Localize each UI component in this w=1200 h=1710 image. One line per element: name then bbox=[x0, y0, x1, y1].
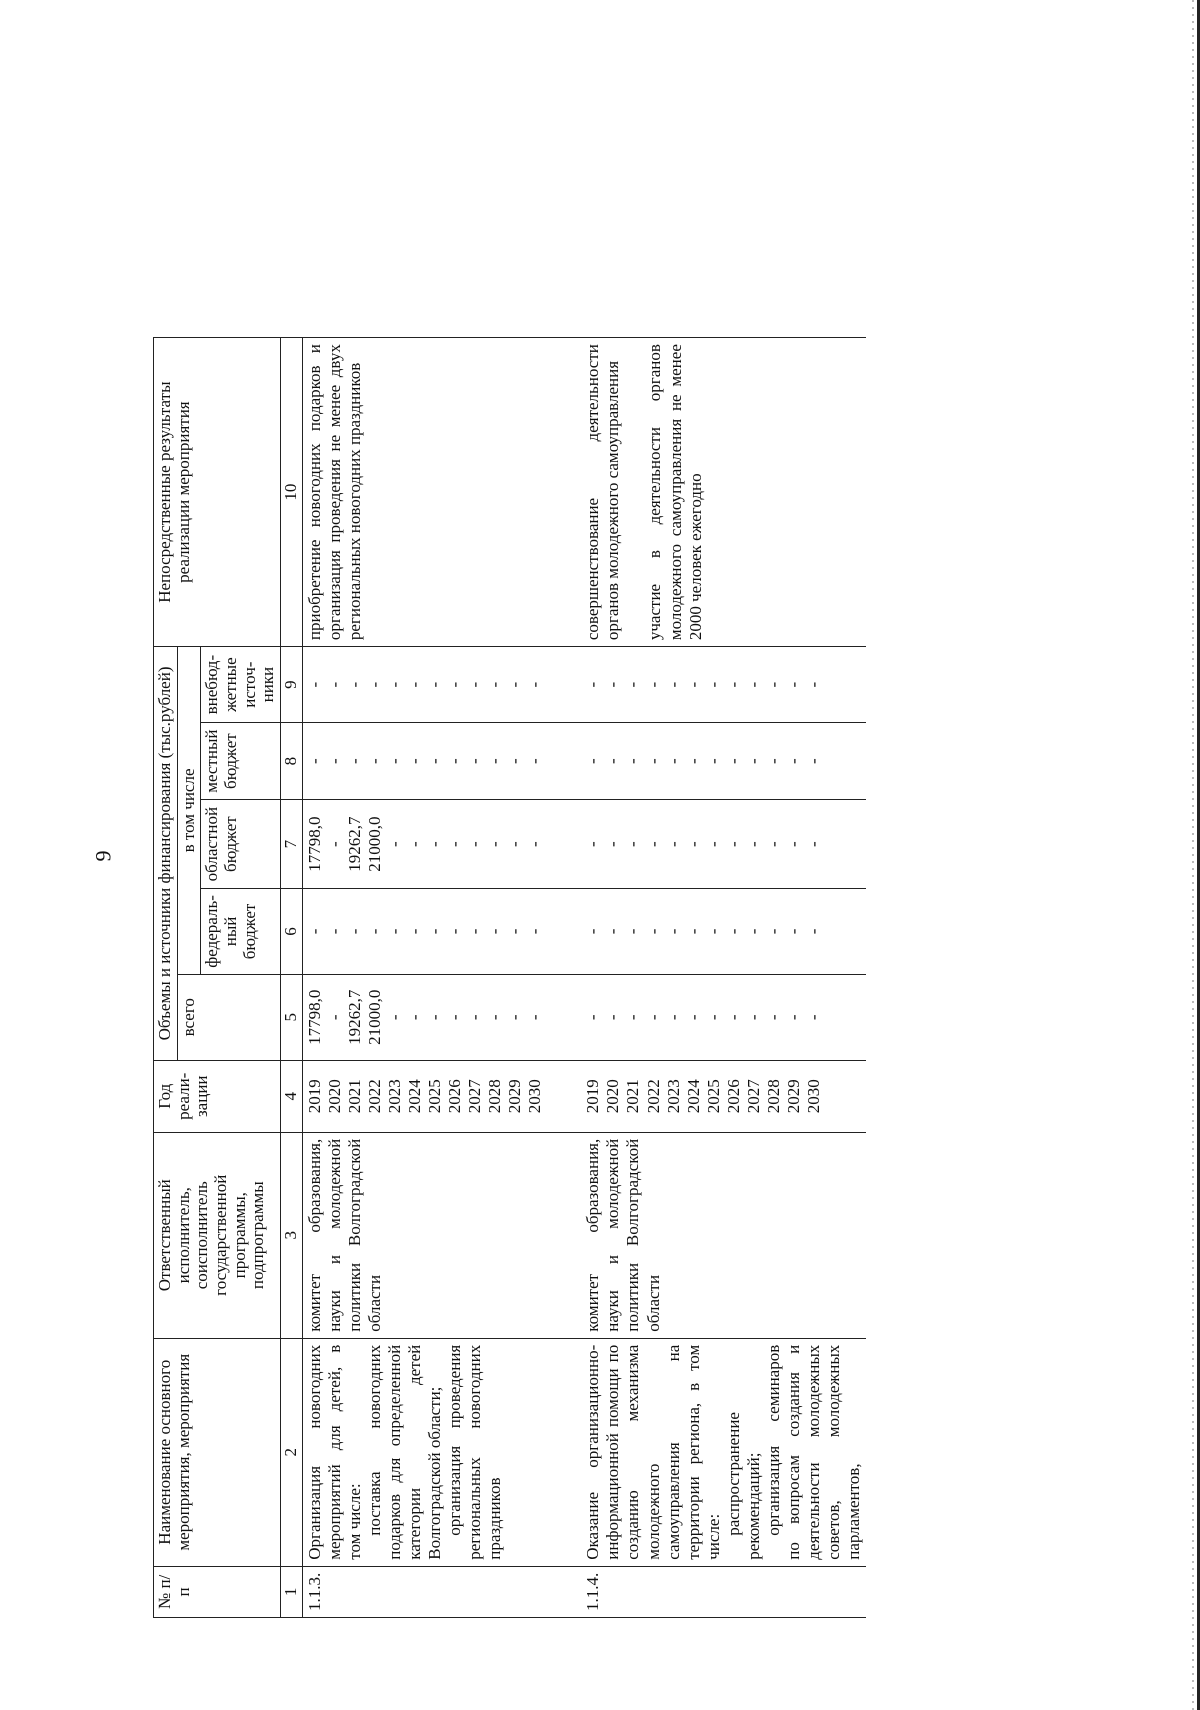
funding-value: - bbox=[703, 681, 723, 688]
funding-value: - bbox=[405, 681, 425, 688]
funding-value: - bbox=[683, 928, 703, 935]
funding-value: - bbox=[803, 681, 823, 688]
year-value: 2029 bbox=[783, 1079, 803, 1114]
funding-value: 21000,0 bbox=[364, 816, 384, 872]
column-number: 4 bbox=[281, 1060, 303, 1132]
funding-value: - bbox=[465, 758, 485, 764]
funding-value: - bbox=[324, 758, 344, 764]
funding-value: - bbox=[663, 841, 683, 847]
funding-value: - bbox=[703, 758, 723, 764]
funding-value: - bbox=[663, 758, 683, 764]
activity-name-paragraph: организация семинаров по вопросам создания и деятельности молодежных советов, молодежных парламентов, bbox=[763, 1344, 863, 1560]
funding-value: - bbox=[743, 928, 763, 935]
year-value: 2021 bbox=[623, 1079, 643, 1114]
funding-value: - bbox=[763, 758, 783, 764]
funding-value: 19262,7 bbox=[344, 816, 364, 872]
funding-value: - bbox=[663, 1014, 683, 1021]
local-list bbox=[581, 723, 866, 800]
funding-value: - bbox=[425, 681, 445, 688]
funding-value: - bbox=[485, 928, 505, 935]
header-including: в том числе bbox=[177, 647, 201, 975]
spacer-cell bbox=[547, 338, 581, 647]
year-value: 2024 bbox=[683, 1079, 703, 1114]
extra-list bbox=[302, 647, 547, 723]
funding-value: - bbox=[465, 681, 485, 688]
column-number: 8 bbox=[281, 723, 303, 800]
funding-value: - bbox=[304, 928, 324, 935]
funding-value: - bbox=[623, 928, 643, 935]
total-list bbox=[581, 974, 866, 1060]
header-federal: федераль-ный бюджет bbox=[201, 889, 281, 975]
funding-value: - bbox=[304, 681, 324, 688]
funding-value: - bbox=[525, 841, 545, 847]
year-value: 2024 bbox=[405, 1079, 425, 1114]
funding-value: - bbox=[385, 1014, 404, 1021]
funding-value: - bbox=[683, 758, 703, 764]
column-number: 6 bbox=[281, 889, 303, 975]
column-number: 1 bbox=[281, 1566, 303, 1617]
header-year: Год реали-зации bbox=[154, 1060, 281, 1132]
funding-value: - bbox=[583, 928, 603, 935]
funding-value: - bbox=[445, 1014, 465, 1021]
year-value: 2020 bbox=[603, 1079, 623, 1114]
funding-value: - bbox=[485, 841, 505, 847]
funding-value: - bbox=[743, 681, 763, 688]
funding-value: 17798,0 bbox=[304, 989, 324, 1045]
year-value: 2027 bbox=[743, 1079, 763, 1114]
funding-value: - bbox=[485, 758, 505, 764]
funding-value: - bbox=[445, 758, 465, 764]
total-list bbox=[302, 974, 547, 1060]
funding-value: - bbox=[723, 841, 743, 847]
funding-value: - bbox=[623, 1014, 643, 1021]
funding-value: - bbox=[643, 1014, 663, 1021]
regional-list bbox=[302, 800, 547, 889]
funding-value: - bbox=[723, 758, 743, 764]
spacer-cell bbox=[547, 974, 581, 1060]
funding-value: - bbox=[763, 681, 783, 688]
year-value: 2028 bbox=[763, 1079, 783, 1114]
funding-value: - bbox=[405, 758, 425, 764]
funding-value: - bbox=[603, 758, 623, 764]
funding-value: - bbox=[425, 758, 445, 764]
funding-value: - bbox=[385, 681, 404, 688]
header-funding: Объемы и источники финансирования (тыс.рублей) bbox=[154, 647, 178, 1061]
column-number: 3 bbox=[281, 1132, 303, 1338]
funding-value: 17798,0 bbox=[304, 816, 324, 872]
funding-value: - bbox=[465, 928, 485, 935]
year-value: 2021 bbox=[344, 1079, 364, 1114]
funding-value: - bbox=[344, 928, 364, 935]
funding-value: - bbox=[803, 928, 823, 935]
direct-results bbox=[581, 338, 866, 647]
funding-value: - bbox=[683, 1014, 703, 1021]
header-name: Наименование основного мероприятия, мероприятия bbox=[154, 1338, 281, 1566]
funding-value: - bbox=[643, 681, 663, 688]
spacer-cell bbox=[547, 1132, 581, 1338]
funding-value: - bbox=[763, 841, 783, 847]
funding-value: - bbox=[445, 841, 465, 847]
funding-value: - bbox=[683, 681, 703, 688]
funding-table-wrapper bbox=[153, 337, 866, 1618]
funding-value: - bbox=[603, 681, 623, 688]
activity-name bbox=[302, 1338, 547, 1566]
row-spacer bbox=[547, 338, 581, 1618]
funding-value: - bbox=[643, 758, 663, 764]
local-list bbox=[302, 723, 547, 800]
funding-value: - bbox=[603, 1014, 623, 1021]
funding-value: - bbox=[803, 1014, 823, 1021]
activity-name-paragraph: распространение рекомендаций; bbox=[723, 1412, 763, 1560]
funding-value: - bbox=[723, 928, 743, 935]
funding-value: - bbox=[364, 928, 384, 935]
funding-value: - bbox=[465, 1014, 485, 1021]
funding-value: - bbox=[324, 841, 344, 847]
responsible-executor: комитет образования, науки и молодежной политики Волгоградской области bbox=[302, 1132, 547, 1338]
funding-value: - bbox=[663, 681, 683, 688]
column-number: 2 bbox=[281, 1338, 303, 1566]
header-regional: областной бюджет bbox=[201, 800, 281, 889]
funding-value: - bbox=[583, 681, 603, 688]
spacer-cell bbox=[547, 647, 581, 723]
activity-name-paragraph: поставка новогодних подарков для определенной категории детей Волгоградской области; bbox=[364, 1344, 445, 1560]
funding-value: - bbox=[385, 841, 404, 847]
funding-value: - bbox=[324, 928, 344, 935]
funding-value: - bbox=[405, 1014, 425, 1021]
funding-value: - bbox=[783, 758, 803, 764]
funding-value: - bbox=[583, 758, 603, 764]
funding-value: - bbox=[783, 681, 803, 688]
funding-value: - bbox=[324, 681, 344, 688]
funding-value: - bbox=[763, 1014, 783, 1021]
column-number: 7 bbox=[281, 800, 303, 889]
column-number: 5 bbox=[281, 974, 303, 1060]
funding-value: 19262,7 bbox=[344, 989, 364, 1045]
funding-value: - bbox=[703, 841, 723, 847]
year-value: 2026 bbox=[445, 1079, 465, 1114]
funding-value: - bbox=[465, 841, 485, 847]
year-value: 2026 bbox=[723, 1079, 743, 1114]
funding-value: - bbox=[385, 928, 404, 935]
funding-value: - bbox=[723, 1014, 743, 1021]
year-value: 2023 bbox=[385, 1079, 404, 1114]
funding-value: - bbox=[304, 758, 324, 764]
funding-value: - bbox=[425, 1014, 445, 1021]
header-results: Непосредственные результаты реализации мероприятия bbox=[154, 338, 281, 647]
year-value: 2020 bbox=[324, 1079, 344, 1114]
funding-value: - bbox=[525, 758, 545, 764]
federal-list bbox=[302, 889, 547, 975]
row-number: 1.1.3. bbox=[302, 1566, 547, 1617]
table-row bbox=[581, 338, 866, 1618]
funding-value: - bbox=[425, 928, 445, 935]
funding-value: - bbox=[425, 841, 445, 847]
funding-value: - bbox=[445, 681, 465, 688]
funding-value: 21000,0 bbox=[364, 989, 384, 1045]
column-number: 10 bbox=[281, 338, 303, 647]
year-value: 2022 bbox=[364, 1079, 384, 1114]
funding-value: - bbox=[603, 841, 623, 847]
funding-value: - bbox=[643, 928, 663, 935]
funding-value: - bbox=[743, 758, 763, 764]
result-paragraph: участие в деятельности органов молодежного самоуправления не менее 2000 человек ежегодно bbox=[645, 344, 705, 641]
funding-value: - bbox=[623, 758, 643, 764]
funding-value: - bbox=[743, 841, 763, 847]
federal-list bbox=[581, 889, 866, 975]
funding-value: - bbox=[743, 1014, 763, 1021]
year-value: 2023 bbox=[663, 1079, 683, 1114]
funding-value: - bbox=[803, 841, 823, 847]
year-list bbox=[581, 1060, 866, 1132]
funding-value: - bbox=[525, 681, 545, 688]
funding-value: - bbox=[783, 841, 803, 847]
direct-results bbox=[302, 338, 547, 647]
funding-value: - bbox=[505, 1014, 525, 1021]
result-paragraph: приобретение новогодних подарков и организация проведения не менее двух региональных новогодних праздников bbox=[304, 344, 364, 641]
funding-value: - bbox=[663, 928, 683, 935]
funding-value: - bbox=[505, 841, 525, 847]
funding-value: - bbox=[723, 681, 743, 688]
funding-value: - bbox=[763, 928, 783, 935]
funding-value: - bbox=[643, 841, 663, 847]
year-value: 2022 bbox=[643, 1079, 663, 1114]
year-value: 2030 bbox=[803, 1079, 823, 1114]
spacer-cell bbox=[547, 800, 581, 889]
funding-value: - bbox=[364, 681, 384, 688]
header-num: № п/п bbox=[154, 1566, 281, 1617]
year-value: 2019 bbox=[583, 1079, 603, 1114]
header-extra: внебюд-жетные источ-ники bbox=[201, 647, 281, 723]
column-number: 9 bbox=[281, 647, 303, 723]
spacer-cell bbox=[547, 1566, 581, 1617]
funding-value: - bbox=[525, 928, 545, 935]
page-number: 9 bbox=[90, 850, 116, 862]
funding-value: - bbox=[364, 758, 384, 764]
spacer-cell bbox=[547, 1338, 581, 1566]
funding-value: - bbox=[445, 928, 465, 935]
funding-value: - bbox=[344, 681, 364, 688]
funding-table bbox=[153, 337, 866, 1618]
year-value: 2027 bbox=[465, 1079, 485, 1114]
funding-value: - bbox=[583, 841, 603, 847]
year-value: 2028 bbox=[485, 1079, 505, 1114]
header-executor: Ответственный исполнитель, соисполнитель государственной программы, подпрограммы bbox=[154, 1132, 281, 1338]
funding-value: - bbox=[583, 1014, 603, 1021]
funding-value: - bbox=[803, 758, 823, 764]
funding-value: - bbox=[525, 1014, 545, 1021]
result-paragraph: совершенствование деятельности органов молодежного самоуправления bbox=[583, 344, 623, 641]
header-local: местный бюджет bbox=[201, 723, 281, 800]
funding-value: - bbox=[505, 928, 525, 935]
activity-name-paragraph: Организация новогодних мероприятий для детей, в том числе: bbox=[304, 1344, 364, 1560]
funding-value: - bbox=[505, 758, 525, 764]
activity-name-paragraph: Оказание организационно-информационной помощи по созданию механизма молодежного самоуправления на территории региона, в том числе: bbox=[583, 1344, 723, 1560]
funding-value: - bbox=[405, 841, 425, 847]
row-number: 1.1.4. bbox=[581, 1566, 866, 1617]
funding-value: - bbox=[703, 928, 723, 935]
funding-value: - bbox=[683, 841, 703, 847]
funding-value: - bbox=[623, 681, 643, 688]
year-value: 2025 bbox=[703, 1079, 723, 1114]
funding-value: - bbox=[344, 758, 364, 764]
funding-value: - bbox=[703, 1014, 723, 1021]
year-value: 2025 bbox=[425, 1079, 445, 1114]
extra-list bbox=[581, 647, 866, 723]
funding-value: - bbox=[485, 681, 505, 688]
funding-value: - bbox=[385, 758, 404, 764]
spacer-cell bbox=[547, 1060, 581, 1132]
funding-value: - bbox=[485, 1014, 505, 1021]
funding-value: - bbox=[505, 681, 525, 688]
responsible-executor: комитет образования, науки и молодежной политики Волгоградской области bbox=[581, 1132, 866, 1338]
year-value: 2029 bbox=[505, 1079, 525, 1114]
regional-list bbox=[581, 800, 866, 889]
header-total: всего bbox=[177, 974, 280, 1060]
funding-value: - bbox=[783, 928, 803, 935]
year-list bbox=[302, 1060, 547, 1132]
activity-name-paragraph: организация проведения региональных новогодних праздников bbox=[445, 1344, 505, 1560]
spacer-cell bbox=[547, 723, 581, 800]
funding-value: - bbox=[623, 841, 643, 847]
activity-name bbox=[581, 1338, 866, 1566]
year-value: 2030 bbox=[525, 1079, 545, 1114]
funding-value: - bbox=[324, 1014, 344, 1021]
funding-value: - bbox=[405, 928, 425, 935]
funding-value: - bbox=[603, 928, 623, 935]
table-row bbox=[302, 338, 547, 1618]
year-value: 2019 bbox=[304, 1079, 324, 1114]
funding-value: - bbox=[783, 1014, 803, 1021]
spacer-cell bbox=[547, 889, 581, 975]
table-body bbox=[302, 338, 866, 1618]
